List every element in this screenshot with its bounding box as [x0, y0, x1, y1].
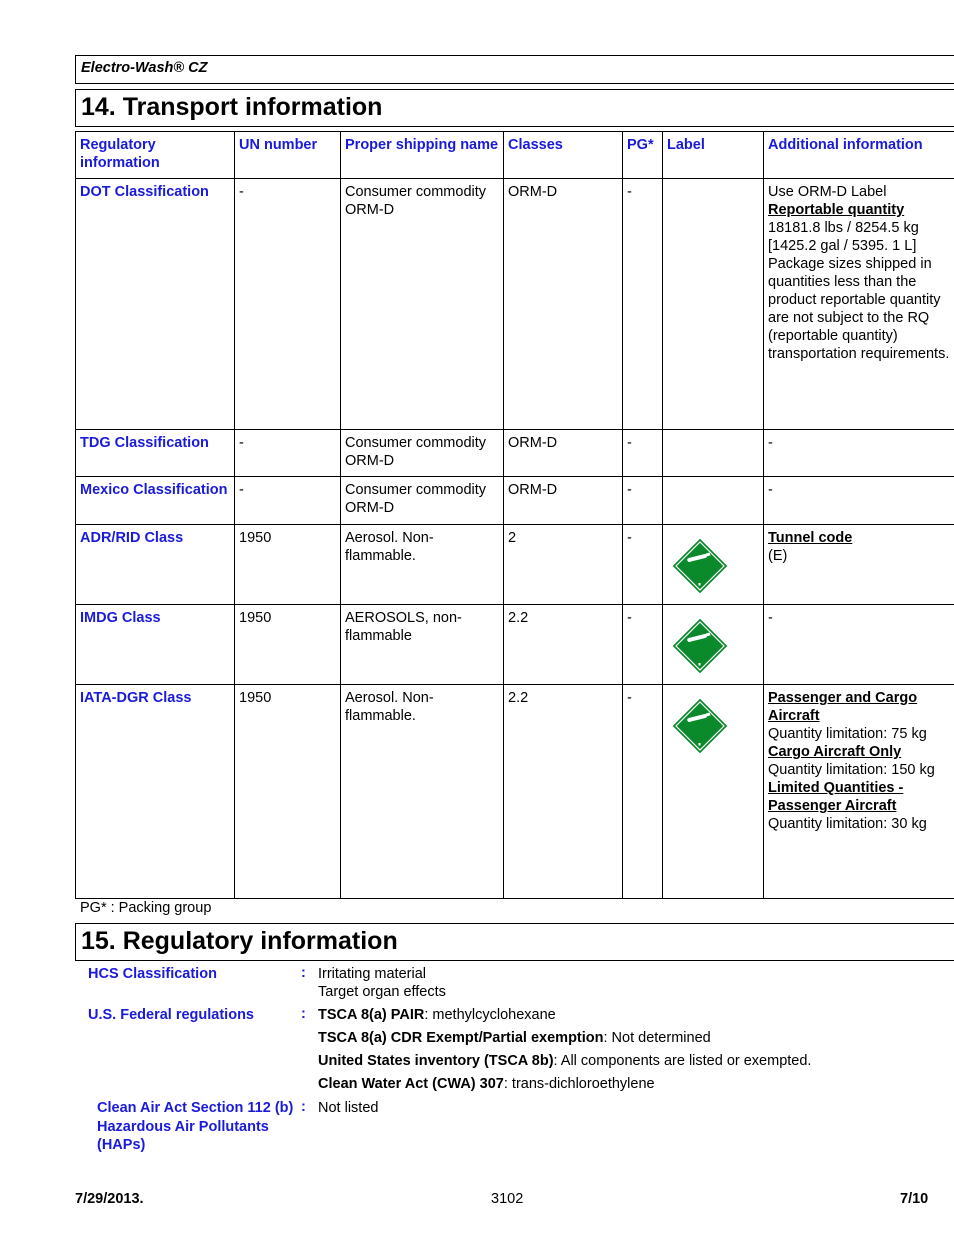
- column-header: PG*: [623, 132, 663, 179]
- non-flammable-gas-placard-icon: [671, 617, 759, 680]
- clean-air-act-label: Clean Air Act Section 112 (b) Hazardous Air Pollutants (HAPs): [97, 1100, 294, 1153]
- column-header: Regulatory information: [76, 132, 235, 179]
- info-text: Use ORM-D Label: [768, 184, 887, 200]
- transport-table: [75, 131, 954, 899]
- class-cell: ORM-D: [504, 179, 623, 430]
- info-text: 18181.8 lbs / 8254.5 kg [1425.2 gal / 5395. 1 L]: [768, 220, 919, 254]
- colon: :: [301, 1006, 306, 1022]
- hcs-label: HCS Classification: [88, 966, 217, 982]
- info-text: -: [768, 435, 773, 451]
- regulation-cell: DOT Classification: [76, 179, 235, 430]
- info-text: -: [768, 482, 773, 498]
- un-number-cell: 1950: [235, 605, 341, 685]
- info-text: Quantity limitation: 30 kg: [768, 816, 927, 832]
- federal-label: U.S. Federal regulations: [88, 1007, 254, 1023]
- un-number-cell: -: [235, 430, 341, 477]
- column-header: Additional information: [764, 132, 954, 179]
- regulation-cell: IMDG Class: [76, 605, 235, 685]
- info-text: (E): [768, 548, 788, 564]
- table-header-row: [76, 132, 954, 179]
- packing-group-footnote: PG* : Packing group: [80, 900, 212, 916]
- table-row: [76, 525, 954, 605]
- label-cell: [663, 605, 764, 685]
- shipping-name-cell: AEROSOLS, non-flammable: [341, 605, 504, 685]
- info-text: -: [768, 610, 773, 626]
- section-15-title: 15. Regulatory information: [75, 923, 954, 961]
- info-heading: Passenger and Cargo Aircraft: [768, 690, 918, 724]
- un-number-cell: -: [235, 477, 341, 525]
- additional-info-cell: [764, 525, 954, 605]
- product-name-bar: [75, 55, 954, 84]
- footer-date: 7/29/2013.: [75, 1191, 144, 1207]
- table-row: [76, 605, 954, 685]
- packing-group-cell: -: [623, 430, 663, 477]
- un-number-cell: -: [235, 179, 341, 430]
- section-14-title: 14. Transport information: [75, 89, 954, 127]
- regulation-cell: IATA-DGR Class: [76, 685, 235, 899]
- shipping-name-cell: Aerosol. Non-flammable.: [341, 525, 504, 605]
- hcs-values: [318, 965, 446, 1001]
- additional-info-cell: [764, 430, 954, 477]
- class-cell: ORM-D: [504, 430, 623, 477]
- packing-group-cell: -: [623, 685, 663, 899]
- info-heading: Cargo Aircraft Only: [768, 744, 902, 760]
- column-header: UN number: [235, 132, 341, 179]
- info-heading: Tunnel code: [768, 530, 853, 546]
- shipping-name-cell: Consumer commodity ORM-D: [341, 179, 504, 430]
- table-row: [76, 477, 954, 525]
- non-flammable-gas-placard-icon: [671, 697, 759, 760]
- federal-item: Clean Water Act (CWA) 307: trans-dichloroethylene: [318, 1076, 655, 1092]
- info-heading: Reportable quantity: [768, 202, 905, 218]
- colon: :: [301, 1099, 306, 1115]
- additional-info-cell: [764, 685, 954, 899]
- un-number-cell: 1950: [235, 525, 341, 605]
- regulation-cell: ADR/RID Class: [76, 525, 235, 605]
- label-cell: [663, 685, 764, 899]
- table-row: [76, 430, 954, 477]
- label-cell: [663, 430, 764, 477]
- class-cell: 2: [504, 525, 623, 605]
- footer-code: 3102: [491, 1191, 524, 1207]
- class-cell: 2.2: [504, 605, 623, 685]
- hcs-line: Target organ effects: [318, 984, 446, 1000]
- federal-item: TSCA 8(a) PAIR: methylcyclohexane: [318, 1007, 556, 1023]
- federal-item: TSCA 8(a) CDR Exempt/Partial exemption: Not determined: [318, 1030, 711, 1046]
- additional-info-cell: [764, 605, 954, 685]
- column-header: Label: [663, 132, 764, 179]
- packing-group-cell: -: [623, 605, 663, 685]
- additional-info-cell: [764, 179, 954, 430]
- shipping-name-cell: Consumer commodity ORM-D: [341, 430, 504, 477]
- product-name: Electro-Wash® CZ: [81, 60, 208, 76]
- info-heading: Limited Quantities - Passenger Aircraft: [768, 780, 904, 814]
- label-cell: [663, 477, 764, 525]
- clean-air-act-value: Not listed: [318, 1100, 379, 1116]
- footer-page-number: 7/10: [900, 1191, 929, 1207]
- packing-group-cell: -: [623, 477, 663, 525]
- hcs-line: Irritating material: [318, 966, 426, 982]
- non-flammable-gas-placard-icon: [671, 537, 759, 600]
- label-cell: [663, 525, 764, 605]
- shipping-name-cell: Aerosol. Non-flammable.: [341, 685, 504, 899]
- un-number-cell: 1950: [235, 685, 341, 899]
- table-row: [76, 179, 954, 430]
- label-cell: [663, 179, 764, 430]
- info-text: Package sizes shipped in quantities less than the product reportable quantity are not subject to the RQ (reportable quantity) transportation requirements.: [768, 256, 950, 362]
- shipping-name-cell: Consumer commodity ORM-D: [341, 477, 504, 525]
- column-header: Classes: [504, 132, 623, 179]
- info-text: Quantity limitation: 75 kg: [768, 726, 927, 742]
- federal-values: [318, 1006, 811, 1093]
- colon: :: [301, 965, 306, 981]
- regulation-cell: Mexico Classification: [76, 477, 235, 525]
- table-row: [76, 685, 954, 899]
- class-cell: ORM-D: [504, 477, 623, 525]
- federal-item: United States inventory (TSCA 8b): All components are listed or exempted.: [318, 1053, 812, 1069]
- packing-group-cell: -: [623, 525, 663, 605]
- column-header: Proper shipping name: [341, 132, 504, 179]
- packing-group-cell: -: [623, 179, 663, 430]
- info-text: Quantity limitation: 150 kg: [768, 762, 935, 778]
- regulation-cell: TDG Classification: [76, 430, 235, 477]
- class-cell: 2.2: [504, 685, 623, 899]
- additional-info-cell: [764, 477, 954, 525]
